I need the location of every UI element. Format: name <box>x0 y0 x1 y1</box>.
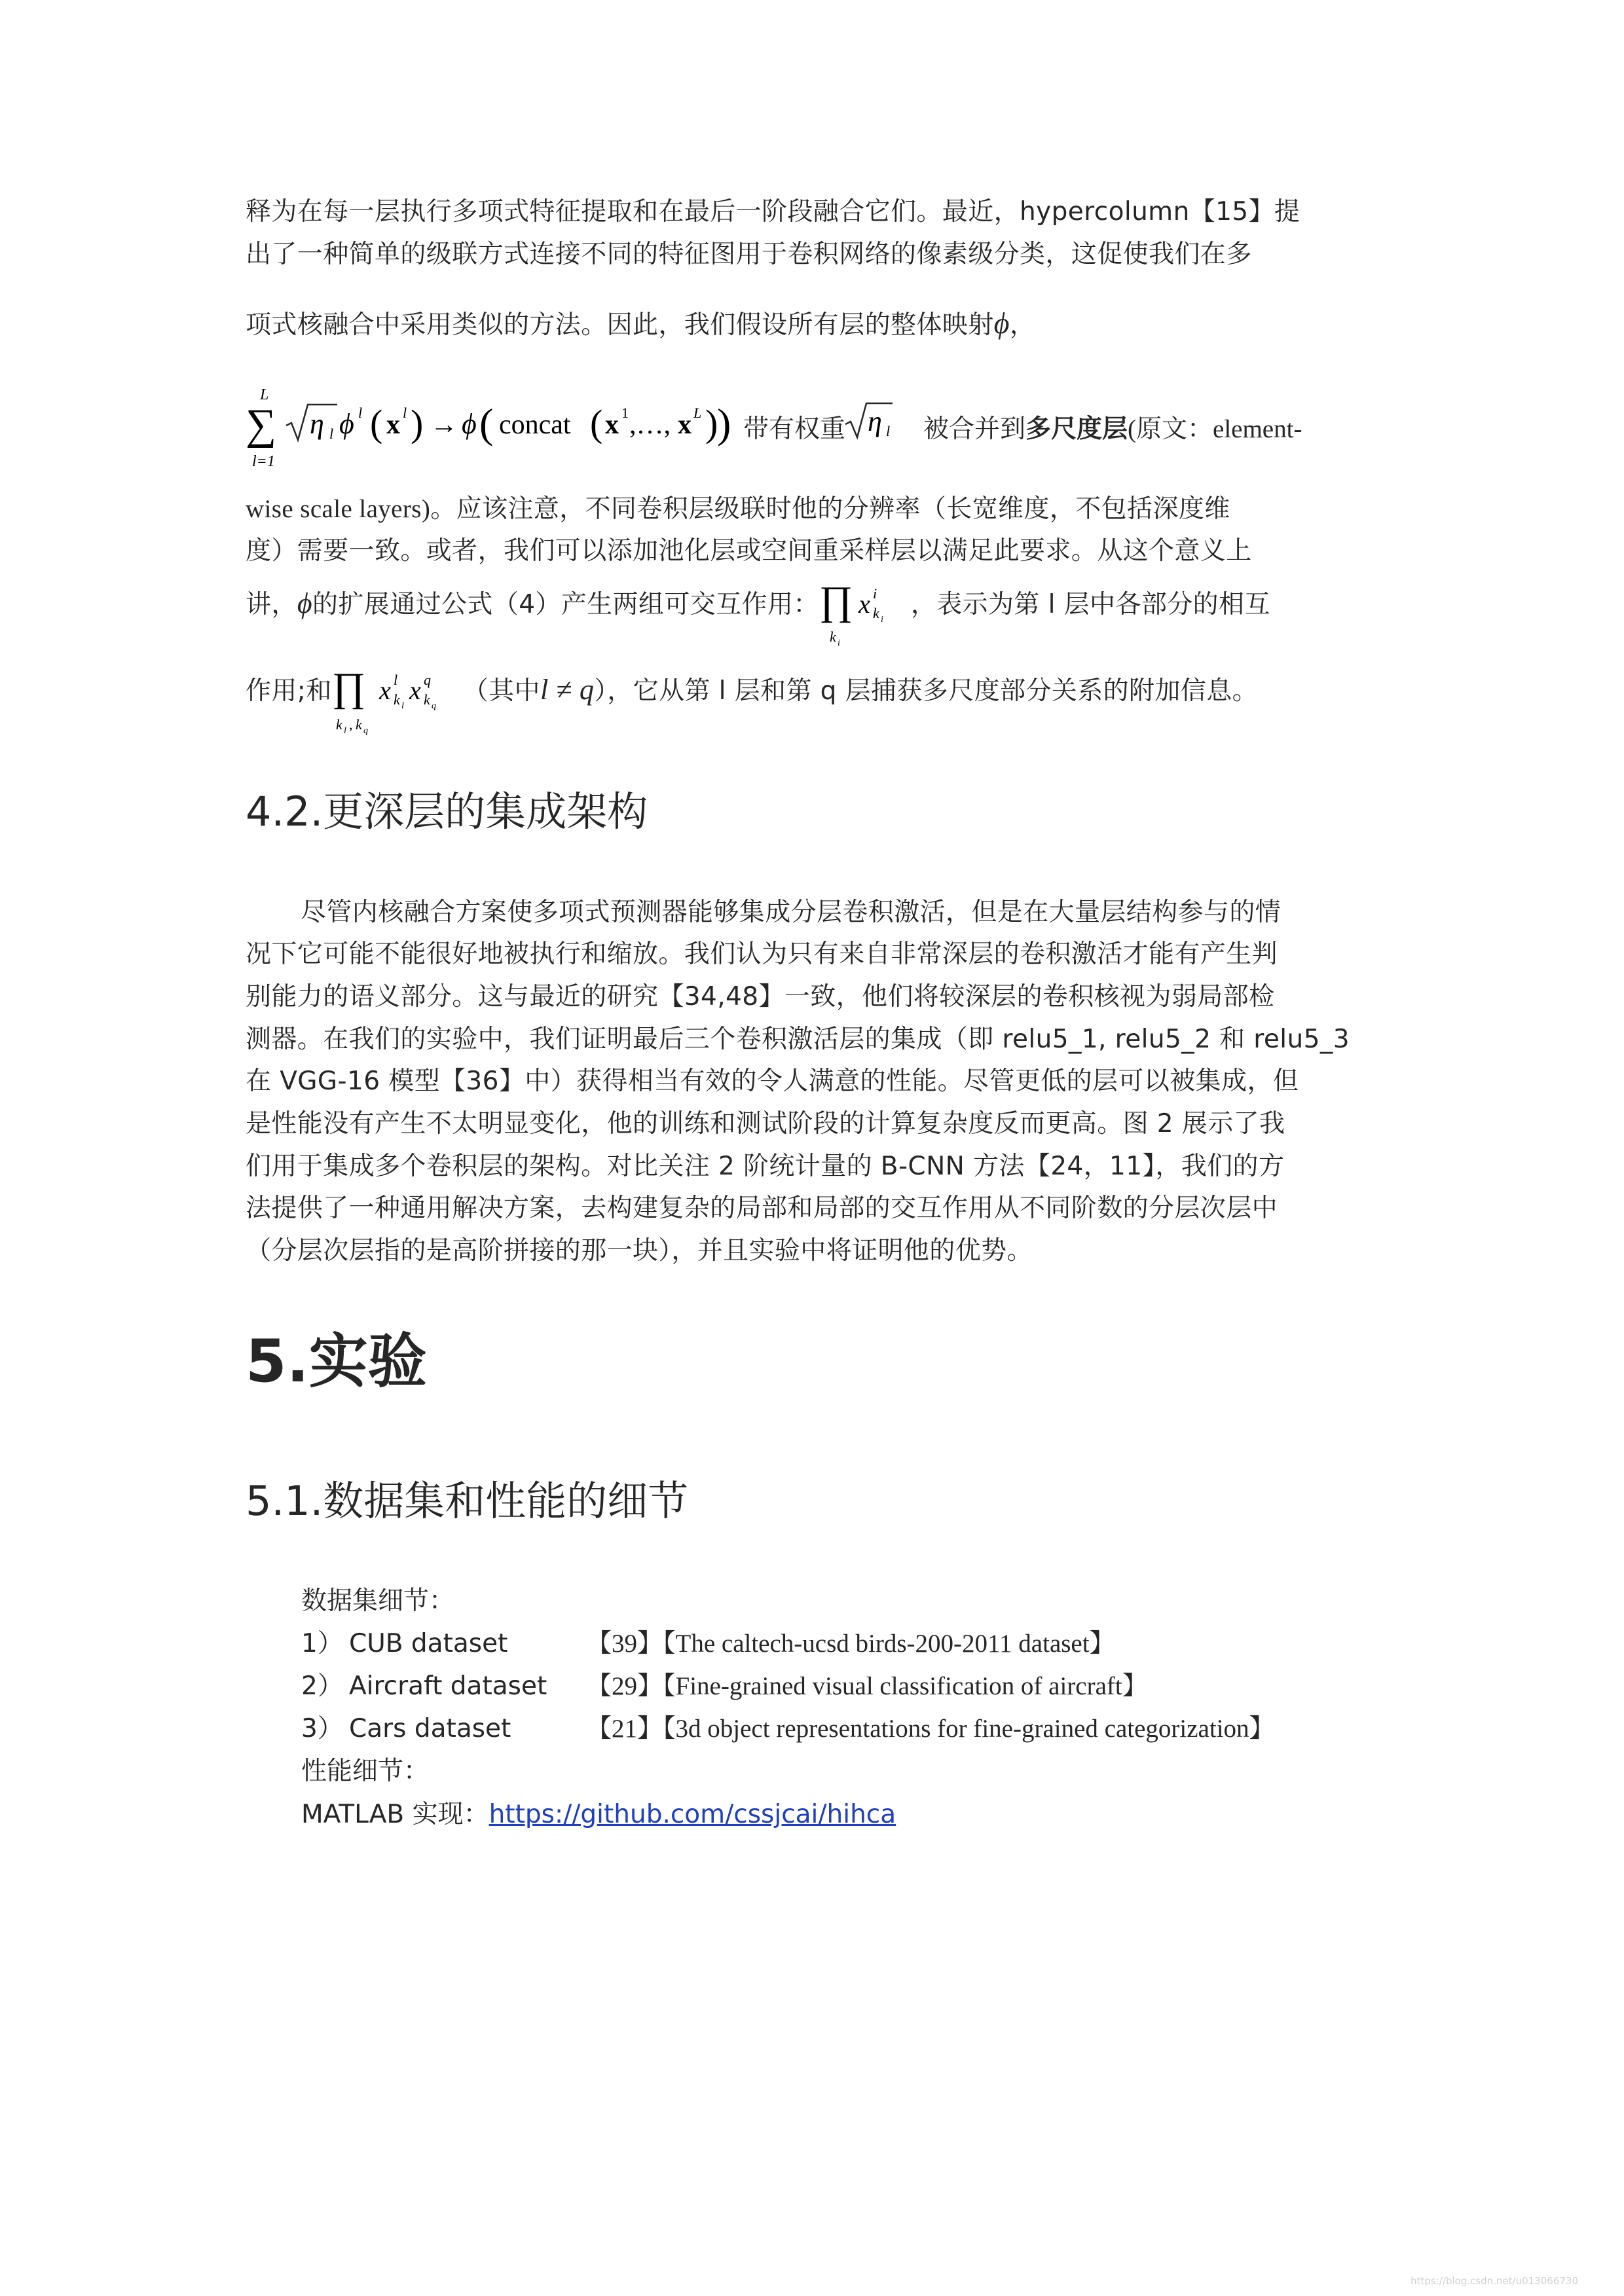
phi-symbol: ϕ <box>993 306 1010 340</box>
product-formula-1 <box>819 578 911 647</box>
para1-line-3c: ，表示为第 l 层中各部分的相互 <box>910 590 1270 619</box>
svg-text:l: l <box>393 671 398 688</box>
dataset-number: 3） <box>301 1714 343 1743</box>
svg-text:l: l <box>401 701 405 711</box>
para1-line-1 <box>246 492 1372 526</box>
svg-text:,: , <box>348 716 353 733</box>
section-4-2-line: 是性能没有产生不太明显变化，他的训练和测试阶段的计算复杂度反而更高。图 2 展示了我 <box>246 1109 1285 1139</box>
close-paren-3: ) <box>705 402 718 445</box>
arrow-symbol: → <box>430 410 458 440</box>
intro-line-2: 出了一种简单的级联方式连接不同的特征图用于卷积网络的像素级分类，这促使我们在多 <box>246 240 1252 269</box>
xL-bold: x <box>678 410 692 440</box>
para1-line-4b: （其中 <box>462 676 540 706</box>
para1-line-3 <box>246 578 1372 647</box>
phi-symbol-2: ϕ <box>297 587 312 619</box>
svg-text:k: k <box>335 716 342 733</box>
x1-superscript: 1 <box>621 405 629 421</box>
intro-line-3-text: 项式核融合中采用类似的方法。因此，我们假设所有层的整体映射 <box>246 310 994 340</box>
multi-scale-term: 多尺度层 <box>1025 414 1128 444</box>
svg-text:x: x <box>378 675 391 705</box>
para1-line-4 <box>246 665 1372 736</box>
svg-text:k: k <box>393 691 400 708</box>
sqrt-eta-weight <box>843 398 895 444</box>
dataset-name: Aircraft dataset <box>349 1671 547 1701</box>
phi-outer: ϕ <box>462 408 477 440</box>
dataset-name: Cars dataset <box>349 1714 511 1743</box>
xL-superscript: L <box>693 405 702 421</box>
phi-l: ϕ <box>339 408 354 440</box>
phi-superscript: l <box>358 405 363 421</box>
product-formula-2 <box>331 665 463 736</box>
matlab-github-link[interactable]: https://github.com/cssjcai/hihca <box>489 1800 896 1829</box>
ellipsis: ,…, <box>629 410 671 440</box>
dataset-reference: 【21】【3d object representations for fine-grained categorization】 <box>586 1715 1275 1743</box>
para1-line-4a: 作用;和 <box>246 676 332 706</box>
section-4-2-line: 尽管内核融合方案使多项式预测器能够集成分层卷积激活，但是在大量层结构参与的情 <box>301 898 1282 927</box>
dataset-reference: 【39】【The caltech-ucsd birds-200-2011 dataset】 <box>586 1630 1115 1658</box>
x1-bold: x <box>605 410 619 440</box>
para1-line-3b: 的扩展通过公式（4）产生两组可交互作用： <box>312 590 819 619</box>
dataset-number: 2） <box>301 1671 343 1701</box>
para1-line-3a: 讲， <box>246 590 297 619</box>
x-superscript: l <box>403 405 407 421</box>
equation-line <box>246 386 1372 475</box>
open-paren-2: ( <box>479 400 494 446</box>
datasets-label: 数据集细节： <box>301 1586 455 1616</box>
eta-subscript: l <box>329 426 334 442</box>
section-5-1-heading: 5.1.数据集和性能的细节 <box>246 1477 689 1525</box>
original-text-note: (原文：element- <box>1128 415 1302 443</box>
sum-symbol: ∑ <box>246 401 277 448</box>
para1-line-2: 度）需要一致。或者，我们可以添加池化层或空间重采样层以满足此要求。从这个意义上 <box>246 536 1252 566</box>
dataset-number: 1） <box>301 1629 343 1658</box>
para1-line-1-text: wise scale layers)。应该注意，不同卷积层级联时他的分辨率（长宽维度，不包括深度维 <box>246 495 1230 523</box>
x-bold: x <box>386 410 400 440</box>
concat-text: concat <box>499 410 571 440</box>
close-paren-2: ) <box>717 400 731 446</box>
intro-line-3 <box>246 306 1372 342</box>
sum-lower-limit: l=1 <box>252 453 275 470</box>
merge-label: 被合并到 <box>923 414 1026 444</box>
svg-text:k: k <box>872 604 879 621</box>
matlab-label: MATLAB 实现： <box>301 1800 489 1829</box>
svg-text:i: i <box>880 614 884 625</box>
svg-text:∏: ∏ <box>331 665 366 710</box>
weight-text: 带有权重 <box>743 414 846 444</box>
section-4-2-line: 们用于集成多个卷积层的架构。对比关注 2 阶统计量的 B-CNN 方法【24，11】，我们的方 <box>246 1152 1285 1181</box>
intro-line-1: 释为在每一层执行多项式特征提取和在最后一阶段融合它们。最近，hypercolumn【15】提 <box>246 197 1301 227</box>
performance-label: 性能细节： <box>301 1757 430 1786</box>
svg-text:k: k <box>423 691 430 708</box>
svg-text:l: l <box>886 423 891 439</box>
section-4-2-heading: 4.2.更深层的集成架构 <box>246 788 648 835</box>
section-4-2-line: 别能力的语义部分。这与最近的研究【34,48】一致，他们将较深层的卷积核视为弱局部检 <box>246 982 1275 1011</box>
svg-text:x: x <box>409 675 421 705</box>
intro-line-3-end: ， <box>1009 310 1036 340</box>
svg-text:i: i <box>837 638 841 647</box>
close-paren-1: ) <box>411 402 424 445</box>
svg-text:k: k <box>829 628 836 645</box>
section-4-2-line: 测器。在我们的实验中，我们证明最后三个卷积激活层的集成（即 relu5_1, relu5_2 和 relu5_3 <box>246 1025 1350 1054</box>
merge-text <box>923 409 1302 445</box>
svg-text:l: l <box>343 725 347 736</box>
open-paren-3: ( <box>590 402 603 445</box>
section-4-2-line: （分层次层指的是高阶拼接的那一块），并且实验中将证明他的优势。 <box>246 1236 1033 1266</box>
para1-line-4c: ），它从第 l 层和第 q 层捕获多尺度部分关系的附加信息。 <box>594 676 1259 706</box>
matlab-line <box>301 1798 896 1832</box>
svg-text:∏: ∏ <box>819 578 853 623</box>
section-4-2-line: 法提供了一种通用解决方案，去构建复杂的局部和局部的交互作用从不同阶数的分层次层中 <box>246 1194 1278 1223</box>
eta-symbol: η <box>310 408 324 440</box>
svg-text:q: q <box>363 725 369 736</box>
svg-text:x: x <box>858 589 870 619</box>
svg-text:i: i <box>872 585 877 602</box>
section-4-2-line: 在 VGG-16 模型【36】中）获得相当有效的令人满意的性能。尽管更低的层可以被集成，但 <box>246 1066 1299 1096</box>
svg-text:q: q <box>423 671 432 688</box>
section-5-heading: 5.实验 <box>246 1327 427 1396</box>
dataset-reference: 【29】【Fine-grained visual classification of aircraft】 <box>586 1672 1148 1700</box>
sum-upper-limit: L <box>260 386 269 403</box>
svg-text:q: q <box>431 701 437 711</box>
open-paren-1: ( <box>370 402 383 445</box>
svg-text:η: η <box>868 405 882 437</box>
dataset-name: CUB dataset <box>349 1629 508 1658</box>
watermark: https://blog.csdn.net/u013066730 <box>1411 2275 1578 2287</box>
svg-text:k: k <box>355 716 362 733</box>
condition-formula: l ≠ q <box>540 674 595 706</box>
section-4-2-line: 况下它可能不能很好地被执行和缩放。我们认为只有来自非常深层的卷积激活才能有产生判 <box>246 939 1278 969</box>
